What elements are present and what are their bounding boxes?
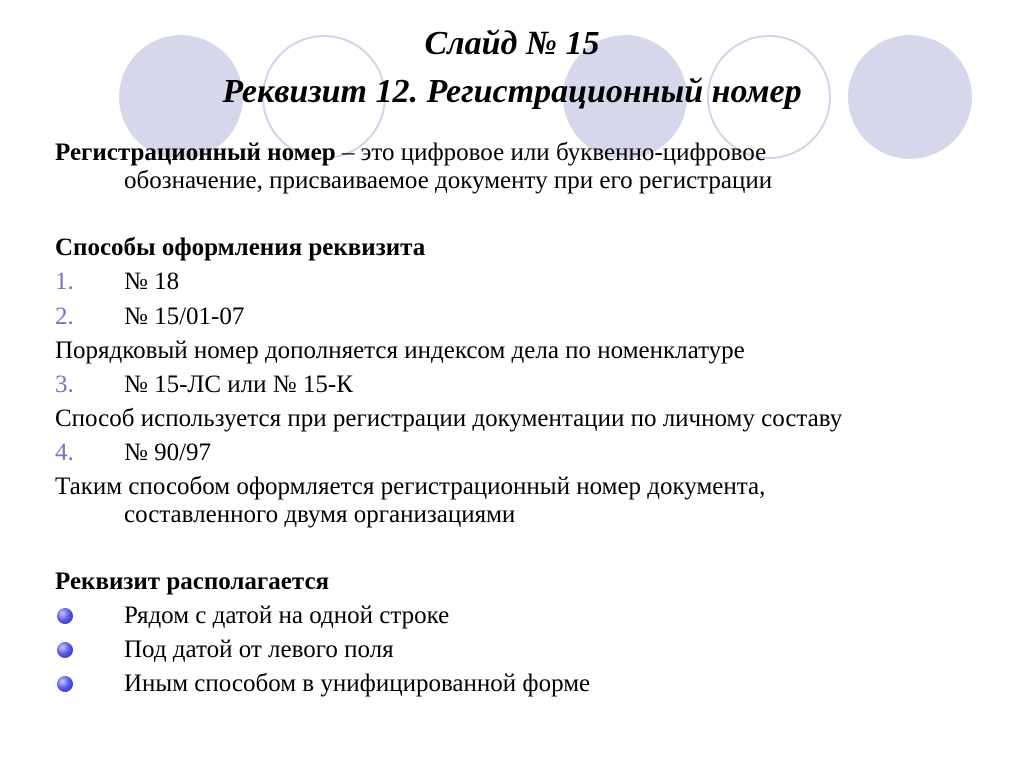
list-number: 2. — [55, 303, 74, 330]
placement-item: Под датой от левого поля — [124, 636, 394, 663]
placement-item: Иным способом в унифицированной форме — [124, 670, 591, 697]
placement-item: Рядом с датой на одной строке — [124, 602, 450, 629]
methods-heading: Способы оформления реквизита — [55, 234, 426, 261]
method-item: № 18 — [124, 268, 180, 295]
placement-heading: Реквизит располагается — [55, 568, 330, 595]
method-item: № 15-ЛС или № 15-К — [124, 371, 353, 398]
definition-term: Регистрационный номер — [55, 139, 336, 166]
slide-title-number: Слайд № 15 — [424, 25, 600, 62]
method-item: № 90/97 — [124, 439, 212, 466]
definition-line-2: обозначение, присваиваемое документу при его регистрации — [124, 167, 773, 194]
list-number: 1. — [55, 268, 74, 295]
method-note: составленного двумя организациями — [124, 501, 516, 528]
definition-text: – это цифровое или буквенно-цифровое — [335, 139, 767, 166]
list-number: 4. — [55, 439, 74, 466]
method-item: № 15/01-07 — [124, 303, 245, 330]
slide-title: Реквизит 12. Регистрационный номер — [222, 73, 802, 110]
list-number: 3. — [55, 371, 74, 398]
bullet-icon — [57, 642, 73, 658]
method-note: Таким способом оформляется регистрационный номер документа, — [55, 473, 766, 500]
bullet-icon — [57, 676, 73, 692]
definition-line-1 — [55, 138, 766, 168]
method-note: Порядковый номер дополняется индексом дела по номенклатуре — [55, 337, 745, 364]
bullet-icon — [57, 608, 73, 624]
method-note: Способ используется при регистрации документации по личному составу — [55, 405, 843, 432]
